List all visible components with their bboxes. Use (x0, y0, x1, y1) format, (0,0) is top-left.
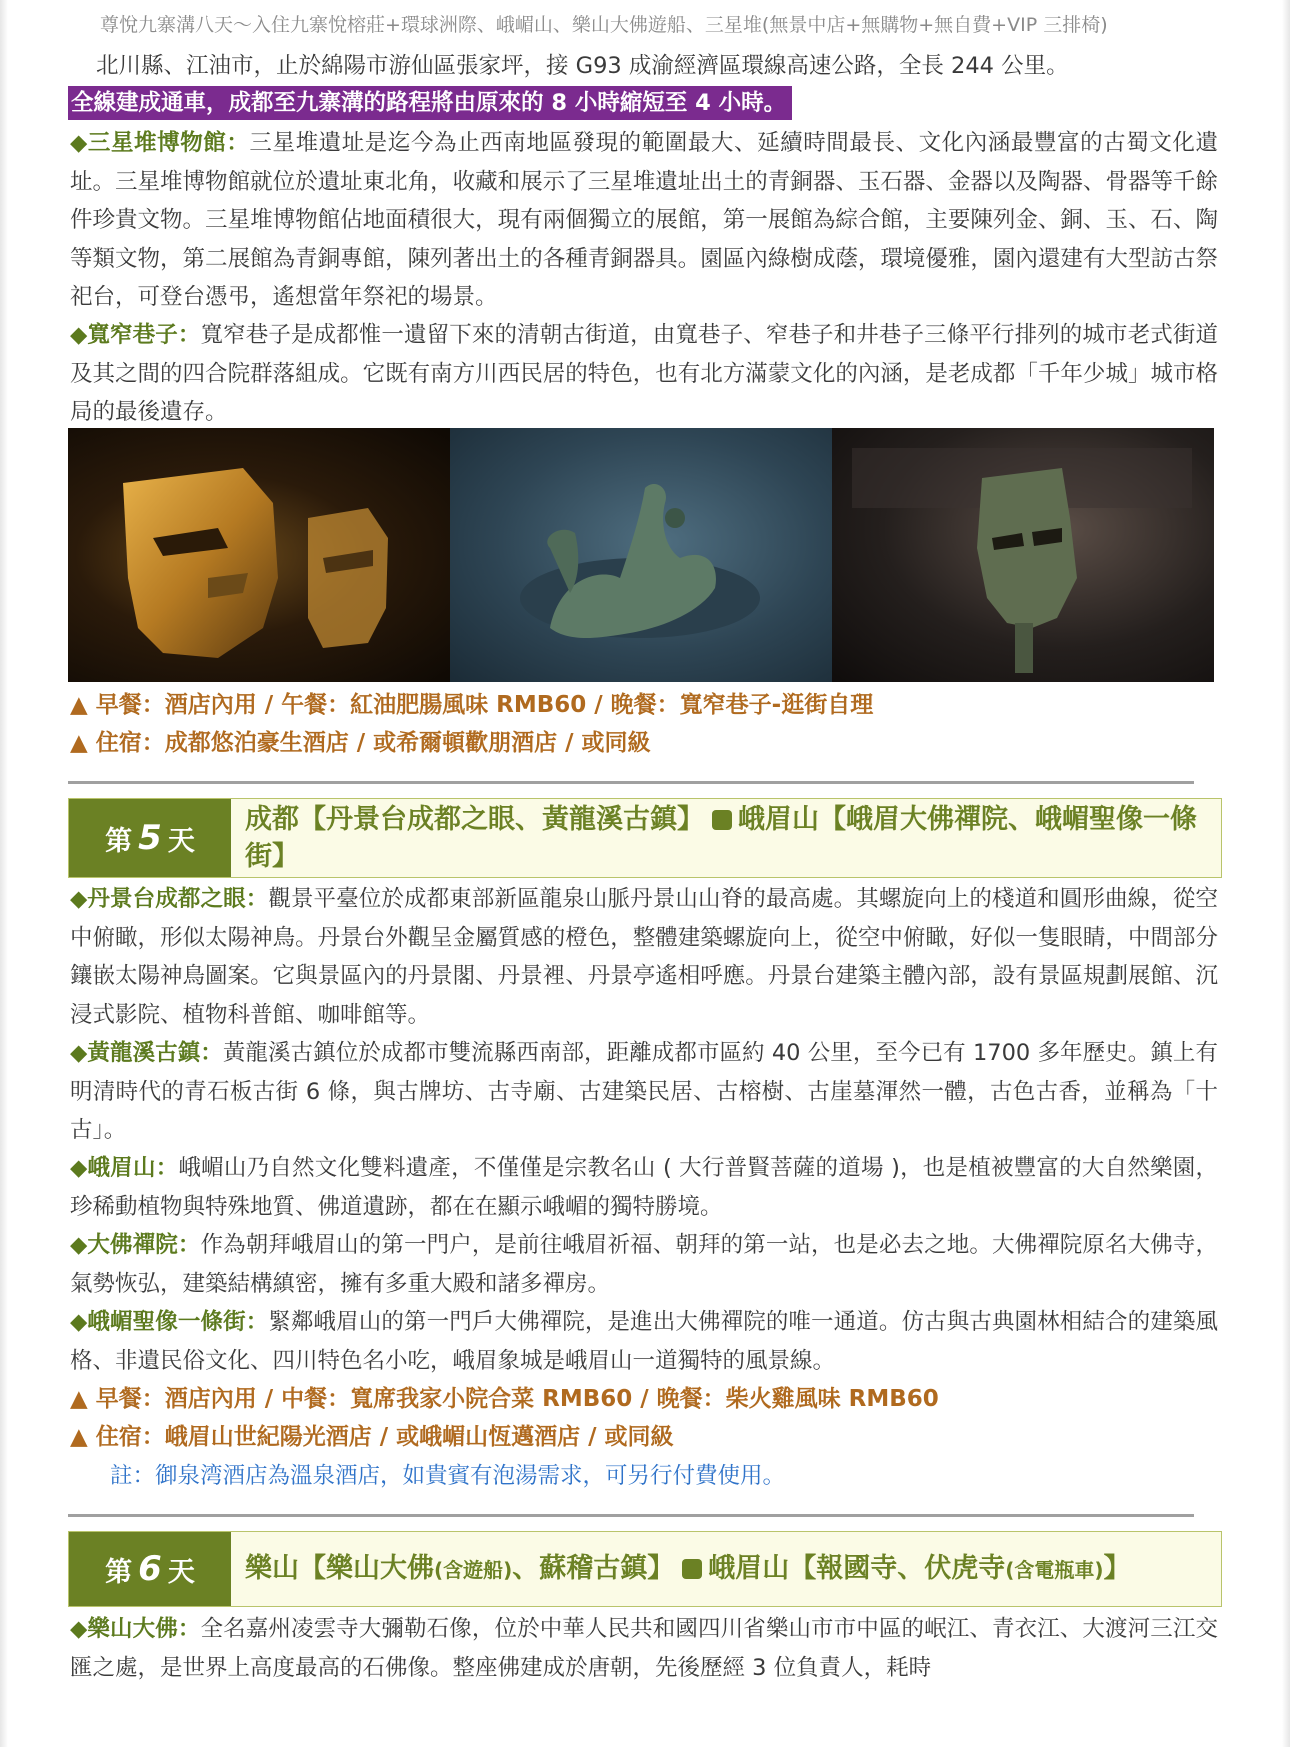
photo-bronze-head (832, 428, 1214, 682)
list-item: ◆三星堆博物館：三星堆遺址是迄今為止西南地區發現的範圍最大、延續時間最長、文化內涵最豐富的古蜀文化遺址。三星堆博物館就位於遺址東北角，收藏和展示了三星堆遺址出土的青銅器、玉石器、金器以及陶器、骨器等千餘件珍貴文物。三星堆博物館佔地面積很大，現有兩個獨立的展館，第一展館為綜合館，主要陳列金、銅、玉、石、陶等類文物，第二展館為青銅專館，陳列著出土的各種青銅器具。園區內綠樹成蔭，環境優雅，園內還建有大型訪古祭祀台，可登台憑弔，遙想當年祭祀的場景。 (70, 130, 1218, 310)
list-item: ◆樂山大佛：全名嘉州凌雲寺大彌勒石像，位於中華人民共和國四川省樂山市市中區的岷江、青衣江、大渡河三江交匯之處，是世界上高度最高的石佛像。整座佛建成於唐朝，先後歷經 3 位負責人，耗時 (70, 1616, 1218, 1681)
list-item: ◆黃龍溪古鎮：黃龍溪古鎮位於成都市雙流縣西南部，距離成都市區約 40 公里，至今已有 1700 多年歷史。鎮上有明清時代的青石板古街 6 條，與古牌坊、古寺廟、古建築民居、古榕樹、古崖墓渾然一體，古色古香，並稱為「十古」。 (70, 1040, 1218, 1143)
list-item: ◆峨嵋聖像一條街：緊鄰峨眉山的第一門戶大佛禪院，是進出大佛禪院的唯一通道。仿古與古典園林相結合的建築風格、非遺民俗文化、四川特色名小吃，峨眉象城是峨眉山一道獨特的風景線。 (70, 1309, 1218, 1374)
page-header: 尊悅九寨溝八天～入住九寨悅榕莊+環球洲際、峨嵋山、樂山大佛遊船、三星堆(無景中店+無購物+無自費+VIP 三排椅) (100, 14, 1108, 36)
day4-hotel: ▲ 住宿：成都悠泊豪生酒店 / 或希爾頓歡朋酒店 / 或同級 (70, 730, 651, 756)
day6-title: 樂山【樂山大佛(含遊船)、蘇稽古鎮】 峨眉山【報國寺、伏虎寺(含電瓶車)】 (245, 1553, 1131, 1584)
bus-icon (712, 810, 732, 830)
bullet-icon: ◆ (70, 1309, 88, 1335)
divider (68, 1514, 1194, 1517)
list-item: ◆寬窄巷子：寬窄巷子是成都惟一遺留下來的清朝古街道，由寬巷子、窄巷子和井巷子三條平行排列的城市老式街道及其之間的四合院群落組成。它既有南方川西民居的特色，也有北方滿蒙文化的內涵，是老成都「千年少城」城市格局的最後遺存。 (70, 322, 1218, 425)
day5-meals: ▲ 早餐：酒店內用 / 中餐：寬席我家小院合菜 RMB60 / 晚餐：柴火雞風味 RMB60 (70, 1386, 939, 1412)
photo-bronze-beast (450, 428, 832, 682)
bullet-icon: ◆ (70, 1040, 88, 1066)
photo-gold-mask (68, 428, 450, 682)
day5-note: 註：御泉湾酒店為溫泉酒店，如貴賓有泡湯需求，可另行付費使用。 (110, 1463, 786, 1489)
highlight-banner: 全線建成通車，成都至九寨溝的路程將由原來的 8 小時縮短至 4 小時。 (68, 86, 792, 120)
bullet-icon: ◆ (70, 886, 88, 912)
day5-header (68, 798, 1222, 878)
bullet-icon: ◆ (70, 1232, 88, 1258)
bullet-icon: ◆ (70, 130, 88, 156)
bullet-icon: ◆ (70, 1616, 88, 1642)
day6-tag: 第 6 天 (69, 1532, 231, 1606)
list-item: ◆峨眉山：峨嵋山乃自然文化雙料遺產，不僅僅是宗教名山 ( 大行普賢菩薩的道場 )，也是植被豐富的大自然樂園，珍稀動植物與特殊地質、佛道遺跡，都在在顯示峨嵋的獨特勝境。 (70, 1155, 1218, 1220)
bullet-icon: ◆ (70, 1155, 88, 1181)
day6-header (68, 1531, 1222, 1607)
list-item: ◆大佛禪院：作為朝拜峨眉山的第一門户，是前往峨眉祈福、朝拜的第一站，也是必去之地。大佛禪院原名大佛寺，氣勢恢弘，建築結構縝密，擁有多重大殿和諸多禪房。 (70, 1232, 1218, 1297)
bus-icon (682, 1559, 702, 1579)
day4-meals: ▲ 早餐：酒店內用 / 午餐：紅油肥腸風味 RMB60 / 晚餐：寬窄巷子-逛街自理 (70, 692, 874, 718)
divider (68, 781, 1194, 784)
intro-line: 北川縣、江油市，止於綿陽市游仙區張家坪，接 G93 成渝經濟區環線高速公路，全長 244 公里。 (96, 53, 1069, 79)
page-edge-left (0, 0, 8, 1747)
bullet-icon: ◆ (70, 322, 88, 348)
day5-tag: 第 5 天 (69, 799, 231, 877)
page-edge-right (1282, 0, 1290, 1747)
list-item: ◆丹景台成都之眼：觀景平臺位於成都東部新區龍泉山脈丹景山山脊的最高處。其螺旋向上的棧道和圓形曲線，從空中俯瞰，形似太陽神鳥。丹景台外觀呈金屬質感的橙色，整體建築螺旋向上，從空中俯瞰，好似一隻眼睛，中間部分鑲嵌太陽神鳥圖案。它與景區內的丹景閣、丹景裡、丹景亭遙相呼應。丹景台建築主體內部，設有景區規劃展館、沉浸式影院、植物科普館、咖啡館等。 (70, 886, 1218, 1028)
photo-strip (68, 428, 1214, 682)
day5-hotel: ▲ 住宿：峨眉山世紀陽光酒店 / 或峨嵋山恆邁酒店 / 或同級 (70, 1424, 674, 1450)
day5-title: 成都【丹景台成都之眼、黃龍溪古鎮】 峨眉山【峨眉大佛禪院、峨嵋聖像一條街】 (245, 804, 1197, 872)
